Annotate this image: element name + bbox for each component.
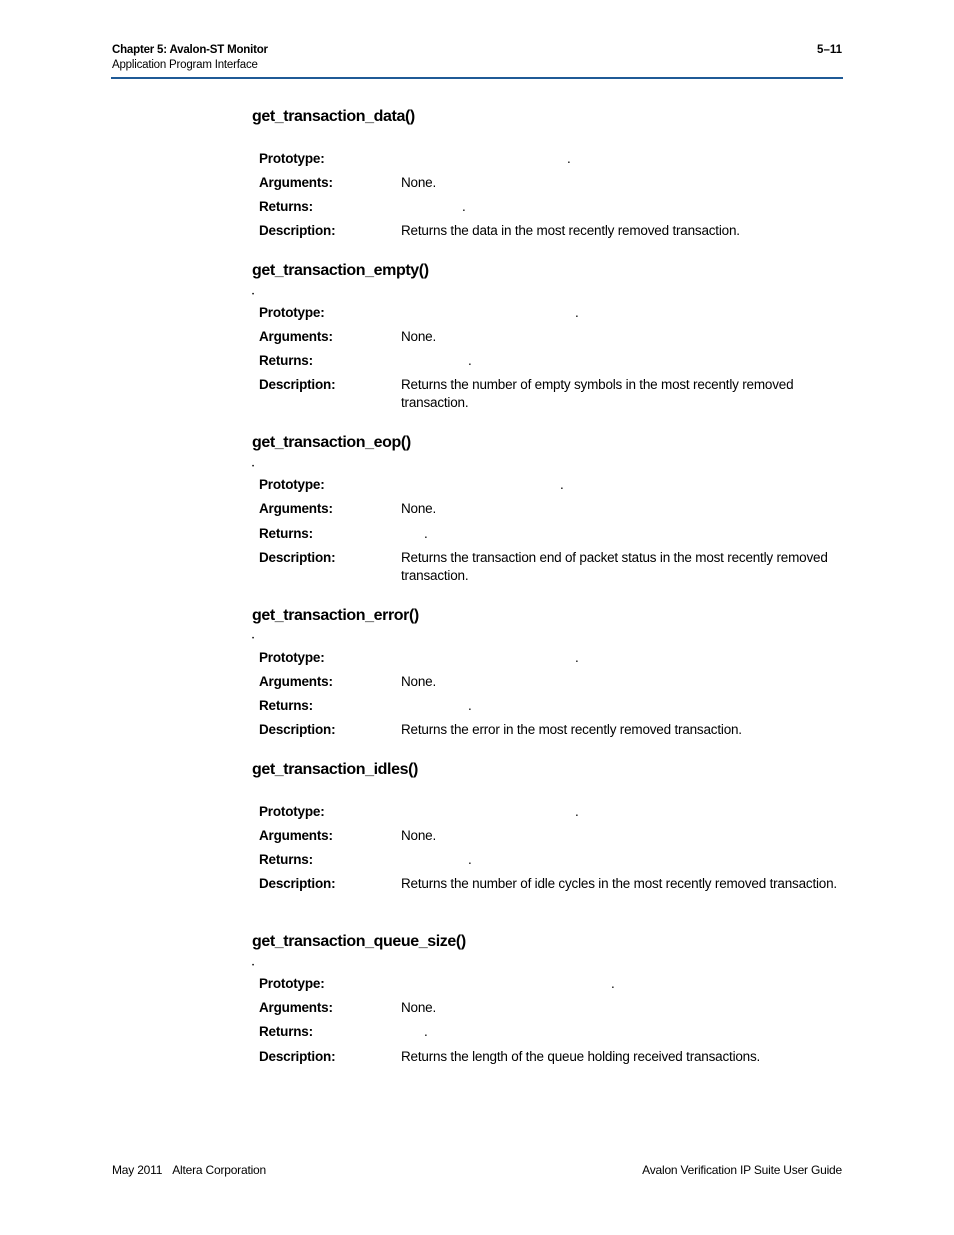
description-label: Description:	[259, 722, 336, 737]
function-heading: get_transaction_error()	[252, 607, 419, 624]
description-value: Returns the error in the most recently removed transaction.	[401, 722, 742, 737]
prototype-period: .	[567, 151, 571, 166]
prototype-label: Prototype:	[259, 650, 325, 665]
function-heading: get_transaction_queue_size()	[252, 933, 466, 950]
function-heading: get_transaction_eop()	[252, 434, 411, 451]
returns-period: .	[468, 698, 472, 713]
page-number: 5–11	[817, 44, 842, 56]
description-label: Description:	[259, 1049, 336, 1064]
returns-period: .	[424, 526, 428, 541]
returns-period: .	[462, 199, 466, 214]
prototype-period: .	[560, 477, 564, 492]
returns-label: Returns:	[259, 1024, 313, 1039]
description-value: Returns the length of the queue holding received transactions.	[401, 1049, 761, 1064]
prototype-label: Prototype:	[259, 305, 325, 320]
arguments-label: Arguments:	[259, 828, 333, 843]
description-label: Description:	[259, 377, 336, 392]
returns-label: Returns:	[259, 199, 313, 214]
arguments-value: None.	[401, 828, 437, 843]
returns-label: Returns:	[259, 698, 313, 713]
arguments-value: None.	[401, 175, 437, 190]
chapter-title: Chapter 5: Avalon-ST Monitor	[112, 44, 268, 56]
prototype-label: Prototype:	[259, 976, 325, 991]
returns-period: .	[468, 353, 472, 368]
prototype-period: .	[575, 804, 579, 819]
arguments-value: None.	[401, 1000, 437, 1015]
function-heading: get_transaction_data()	[252, 108, 415, 125]
section-subtitle: Application Program Interface	[112, 59, 258, 71]
arguments-label: Arguments:	[259, 1000, 333, 1015]
arguments-label: Arguments:	[259, 175, 333, 190]
header-rule	[111, 77, 843, 79]
arguments-value: None.	[401, 674, 437, 689]
arguments-label: Arguments:	[259, 329, 333, 344]
footer-company: Altera Corporation	[172, 1163, 267, 1177]
footer-left	[112, 1163, 266, 1177]
returns-period: .	[468, 852, 472, 867]
prototype-period: .	[575, 305, 579, 320]
description-label: Description:	[259, 223, 336, 238]
description-value: Returns the number of empty symbols in the most recently removed transaction.	[401, 377, 794, 410]
arguments-label: Arguments:	[259, 501, 333, 516]
prototype-label: Prototype:	[259, 477, 325, 492]
footer-date: May 2011	[112, 1163, 163, 1177]
description-value: Returns the transaction end of packet status in the most recently removed transaction.	[401, 550, 828, 583]
arguments-value: None.	[401, 329, 437, 344]
returns-label: Returns:	[259, 852, 313, 867]
returns-label: Returns:	[259, 353, 313, 368]
function-heading: get_transaction_empty()	[252, 262, 429, 279]
description-value: Returns the number of idle cycles in the most recently removed transaction.	[401, 876, 837, 891]
prototype-label: Prototype:	[259, 151, 325, 166]
returns-period: .	[424, 1024, 428, 1039]
description-label: Description:	[259, 550, 336, 565]
footer-guide-title: Avalon Verification IP Suite User Guide	[642, 1163, 842, 1177]
bullet-mark: •	[252, 292, 255, 298]
bullet-mark: •	[252, 963, 255, 969]
description-label: Description:	[259, 876, 336, 891]
bullet-mark: •	[252, 464, 255, 470]
arguments-label: Arguments:	[259, 674, 333, 689]
prototype-period: .	[575, 650, 579, 665]
prototype-period: .	[611, 976, 615, 991]
function-heading: get_transaction_idles()	[252, 761, 418, 778]
arguments-value: None.	[401, 501, 437, 516]
description-value: Returns the data in the most recently removed transaction.	[401, 223, 740, 238]
prototype-label: Prototype:	[259, 804, 325, 819]
bullet-mark: •	[252, 636, 255, 642]
returns-label: Returns:	[259, 526, 313, 541]
